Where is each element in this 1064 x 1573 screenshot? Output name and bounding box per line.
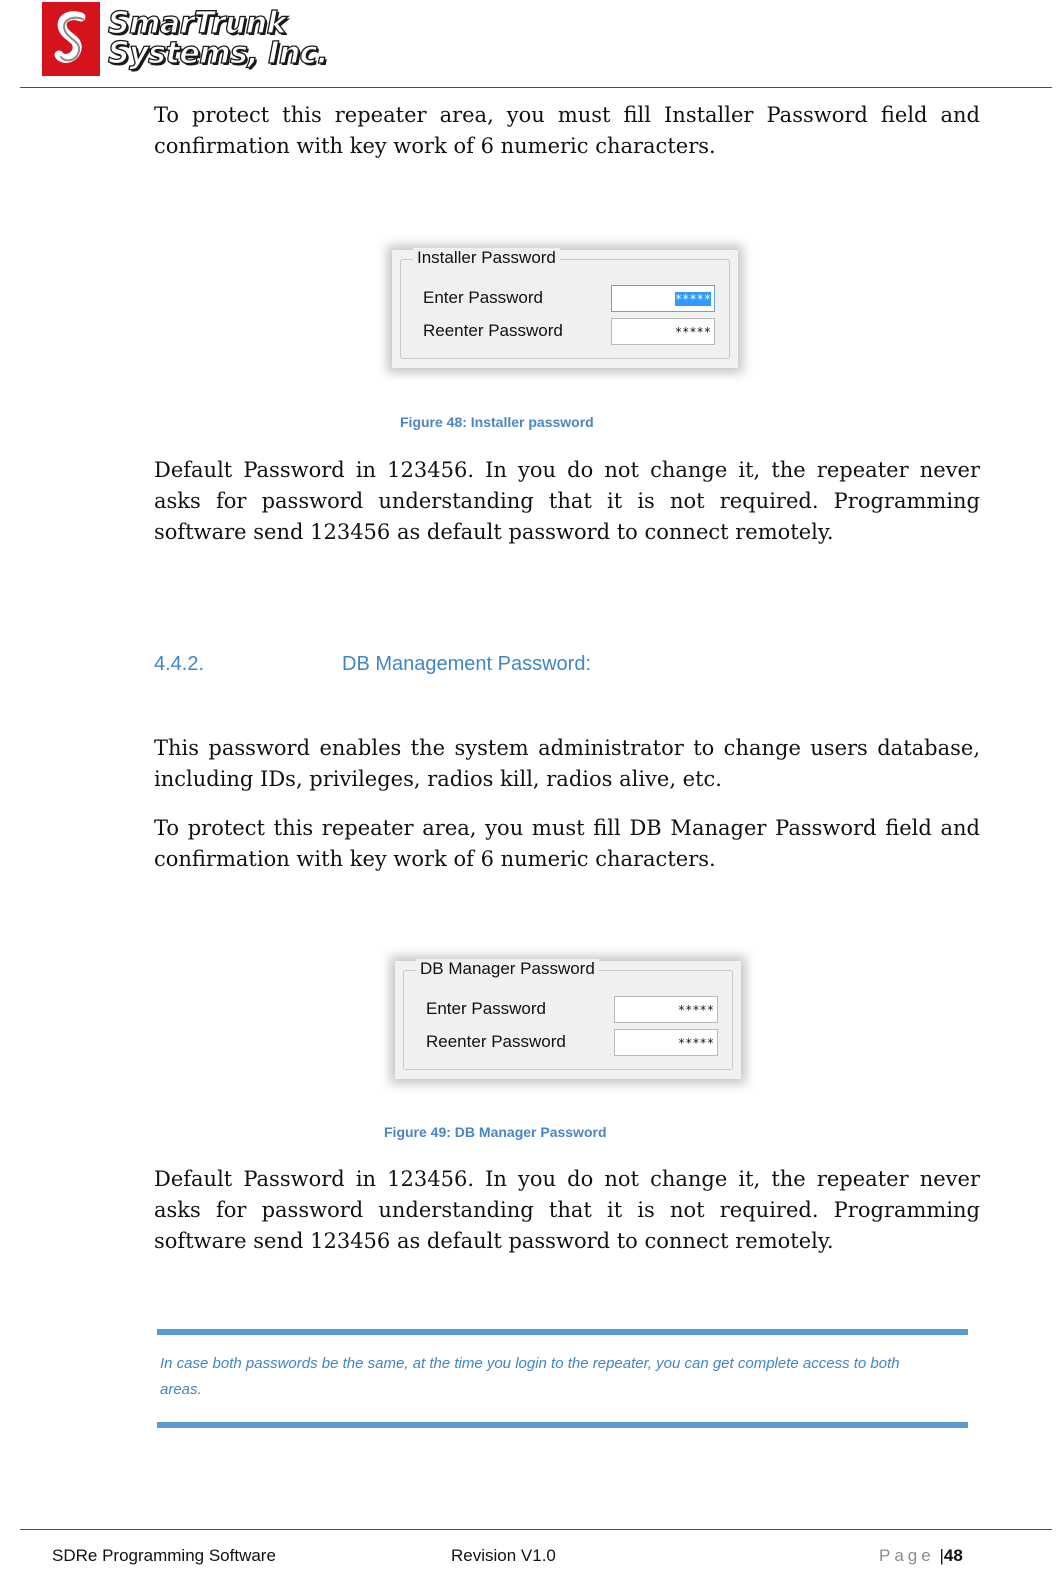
- groupbox-title: DB Manager Password: [416, 959, 599, 979]
- section-title: DB Management Password:: [342, 653, 592, 675]
- db-manager-password-groupbox: [403, 959, 733, 1070]
- paragraph-default-password-1: Default Password in 123456. In you do not change it, the repeater never asks for password understanding that it is not required. Programming software send 123456 as default password to connect remotely.: [154, 458, 980, 544]
- reenter-password-field[interactable]: *****: [614, 1029, 718, 1056]
- enter-password-field[interactable]: [611, 285, 715, 312]
- installer-password-groupbox: [400, 248, 730, 359]
- db-manager-password-figure: [395, 961, 741, 1079]
- enter-password-field[interactable]: *****: [614, 996, 718, 1023]
- figure-49-caption: Figure 49: DB Manager Password: [384, 1124, 607, 1140]
- paragraph-db-protect: To protect this repeater area, you must fill DB Manager Password field and confirmation with key work of 6 numeric characters.: [154, 816, 980, 871]
- logo-line-2: Systems, Inc.: [108, 36, 328, 71]
- reenter-password-label: Reenter Password: [423, 321, 563, 340]
- note-text: In case both passwords be the same, at the time you login to the repeater, you can get complete access to both areas.: [160, 1355, 900, 1398]
- footer-page-number: 48: [943, 1546, 963, 1565]
- note-bottom-rule: [157, 1422, 968, 1428]
- logo-wordmark: [108, 6, 328, 71]
- footer-page-word: Page: [879, 1546, 935, 1565]
- installer-password-figure: [392, 250, 738, 368]
- enter-password-label: Enter Password: [426, 999, 546, 1018]
- enter-password-label: Enter Password: [423, 288, 543, 307]
- note-top-rule: [157, 1329, 968, 1335]
- footer-revision: Revision V1.0: [451, 1546, 556, 1565]
- footer-page-info: [879, 1546, 963, 1566]
- logo-line-1: SmarTrunk: [108, 6, 287, 41]
- paragraph-default-password-2: Default Password in 123456. In you do not change it, the repeater never asks for password understanding that it is not required. Programming software send 123456 as default password to connect remotely.: [154, 1167, 980, 1253]
- footer-divider: [20, 1529, 1052, 1530]
- footer-doc-title: SDRe Programming Software: [52, 1546, 276, 1565]
- section-number: 4.4.2.: [154, 653, 205, 675]
- company-logo: [42, 2, 328, 76]
- header-divider: [20, 87, 1052, 88]
- groupbox-title: Installer Password: [413, 248, 560, 268]
- reenter-password-field[interactable]: *****: [611, 318, 715, 345]
- footer-page-separator: |: [939, 1546, 944, 1565]
- reenter-password-label: Reenter Password: [426, 1032, 566, 1051]
- paragraph-installer-intro: To protect this repeater area, you must fill Installer Password field and confirmation with key work of 6 numeric characters.: [154, 103, 980, 158]
- logo-s-icon: [42, 2, 100, 76]
- enter-password-value: *****: [674, 292, 711, 306]
- section-heading: [154, 653, 591, 676]
- figure-48-caption: Figure 48: Installer password: [400, 414, 594, 430]
- paragraph-db-intro: This password enables the system administrator to change users database, including IDs, privileges, radios kill, radios alive, etc.: [154, 736, 980, 791]
